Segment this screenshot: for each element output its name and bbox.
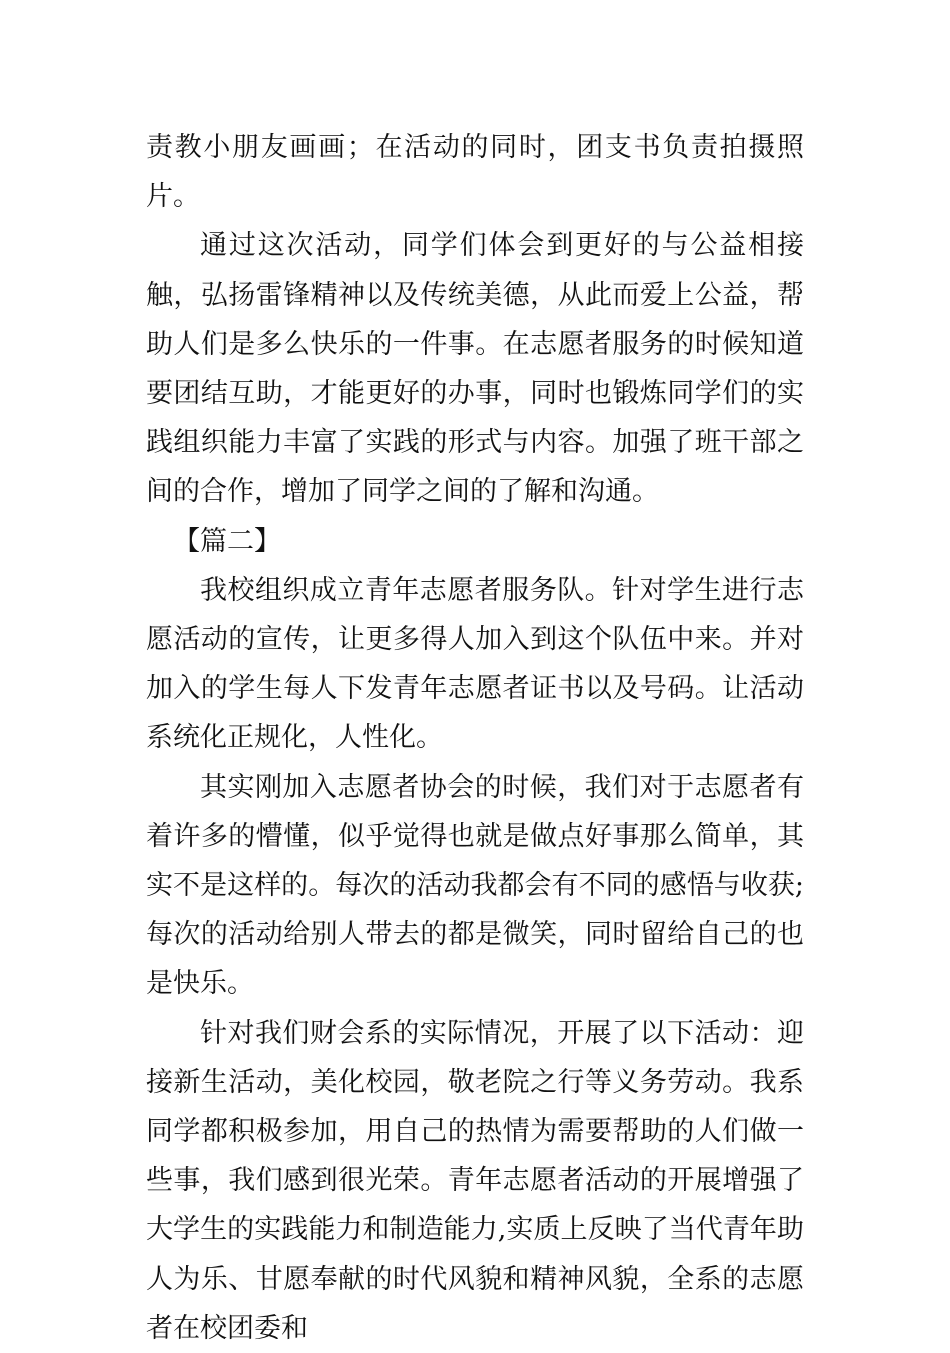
paragraph-volunteer-team: 我校组织成立青年志愿者服务队。针对学生进行志愿活动的宣传，让更多得人加入到这个队伍中来。并对加入的学生每人下发青年志愿者证书以及号码。让活动系统化正规化，人性化。 — [146, 574, 804, 754]
paragraph-volunteer-reflection: 其实刚加入志愿者协会的时候，我们对于志愿者有着许多的懵懂，似乎觉得也就是做点好事那么简单，其实不是这样的。每次的活动我都会有不同的感悟与收获;每次的活动给别人带去的都是微笑，同时留给自己的也是快乐。 — [146, 771, 804, 1000]
document-body — [146, 123, 804, 1353]
paragraph-continuation: 责教小朋友画画；在活动的同时，团支书负责拍摄照片。 — [146, 132, 804, 213]
section-heading: 【篇二】 — [173, 525, 281, 557]
paragraph-activity-summary: 通过这次活动，同学们体会到更好的与公益相接触，弘扬雷锋精神以及传统美德，从此而爱上公益，帮助人们是多么快乐的一件事。在志愿者服务的时候知道要团结互助，才能更好的办事，同时也锻炼同学们的实践组织能力丰富了实践的形式与内容。加强了班干部之间的合作，增加了同学之间的了解和沟通。 — [146, 230, 804, 508]
paragraph-department-activities: 针对我们财会系的实际情况，开展了以下活动：迎接新生活动，美化校园，敬老院之行等义务劳动。我系同学都积极参加，用自己的热情为需要帮助的人们做一些事，我们感到很光荣。青年志愿者活动的开展增强了大学生的实践能力和制造能力,实质上反映了当代青年助人为乐、甘愿奉献的时代风貌和精神风貌，全系的志愿者在校团委和 — [146, 1017, 804, 1344]
